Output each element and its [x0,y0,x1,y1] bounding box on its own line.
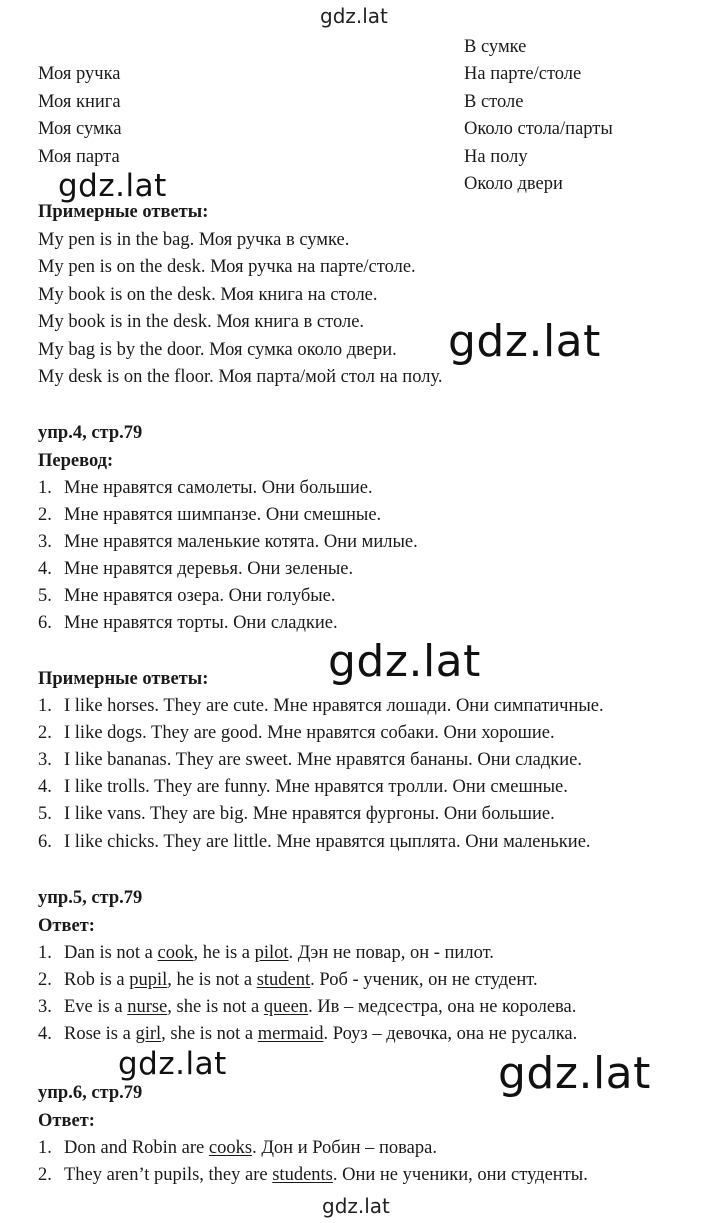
place-2: На парте/столе [464,64,582,84]
place-1: В сумке [464,37,527,57]
ex6-title: упр.6, стр.79 [38,1083,143,1103]
ex4-title: упр.4, стр.79 [38,423,143,443]
watermark-2: gdz.lat [448,316,601,367]
ex4-answer-item: 3. I like bananas. They are sweet. Мне нравятся бананы. Они сладкие. [38,750,582,770]
header-watermark: gdz.lat [320,4,388,28]
item-1: Моя ручка [38,64,121,84]
item-3: Моя сумка [38,119,122,139]
ex6-answer-heading: Ответ: [38,1111,95,1131]
ex5-answer-line: 1. Dan is not a cook, he is a pilot. Дэн не повар, он - пилот. [38,943,494,963]
section1-answer: My bag is by the door. Моя сумка около двери. [38,340,397,360]
section1-answer: My book is on the desk. Моя книга на столе. [38,285,378,305]
ex5-answer-heading: Ответ: [38,916,95,936]
place-4: Около стола/парты [464,119,613,139]
ex5-answer-line: 3. Eve is a nurse, she is not a queen. Ив – медсестра, она не королева. [38,997,577,1017]
ex4-answer-item: 4. I like trolls. They are funny. Мне нравятся тролли. Они смешные. [38,777,568,797]
place-5: На полу [464,147,528,167]
ex4-answers-heading: Примерные ответы: [38,669,209,689]
ex4-translation-item: 3. Мне нравятся маленькие котята. Они милые. [38,532,418,552]
ex4-translation-item: 6. Мне нравятся торты. Они сладкие. [38,613,338,633]
ex6-answer-line: 1. Don and Robin are cooks. Дон и Робин – повара. [38,1138,437,1158]
ex4-translation-item: 5. Мне нравятся озера. Они голубые. [38,586,336,606]
watermark-5: gdz.lat [498,1048,651,1099]
ex4-translation-item: 2. Мне нравятся шимпанзе. Они смешные. [38,505,382,525]
place-3: В столе [464,92,524,112]
watermark-4: gdz.lat [118,1046,227,1082]
ex6-answer-line: 2. They aren’t pupils, they are students. Они не ученики, они студенты. [38,1165,588,1185]
section1-answer: My pen is in the bag. Моя ручка в сумке. [38,230,350,250]
ex4-answer-item: 2. I like dogs. They are good. Мне нравятся собаки. Они хорошие. [38,723,555,743]
section1-answer: My book is in the desk. Моя книга в столе. [38,312,365,332]
item-2: Моя книга [38,92,121,112]
watermark-1: gdz.lat [58,168,167,204]
watermark-3: gdz.lat [328,636,481,687]
place-6: Около двери [464,174,563,194]
ex5-answer-line: 2. Rob is a pupil, he is not a student. Роб - ученик, он не студент. [38,970,538,990]
section1-heading: Примерные ответы: [38,202,209,222]
ex4-translation-item: 4. Мне нравятся деревья. Они зеленые. [38,559,354,579]
section1-answer: My desk is on the floor. Моя парта/мой стол на полу. [38,367,443,387]
section1-answer: My pen is on the desk. Моя ручка на парте/столе. [38,257,416,277]
ex4-translation-item: 1. Мне нравятся самолеты. Они большие. [38,478,373,498]
ex5-title: упр.5, стр.79 [38,888,143,908]
footer-watermark: gdz.lat [322,1194,390,1218]
ex4-translation-heading: Перевод: [38,451,114,471]
ex5-answer-line: 4. Rose is a girl, she is not a mermaid. Роуз – девочка, она не русалка. [38,1024,578,1044]
ex4-answer-item: 1. I like horses. They are cute. Мне нравятся лошади. Они симпатичные. [38,696,604,716]
ex4-answer-item: 5. I like vans. They are big. Мне нравятся фургоны. Они большие. [38,804,555,824]
ex4-answer-item: 6. I like chicks. They are little. Мне нравятся цыплята. Они маленькие. [38,832,591,852]
item-4: Моя парта [38,147,120,167]
